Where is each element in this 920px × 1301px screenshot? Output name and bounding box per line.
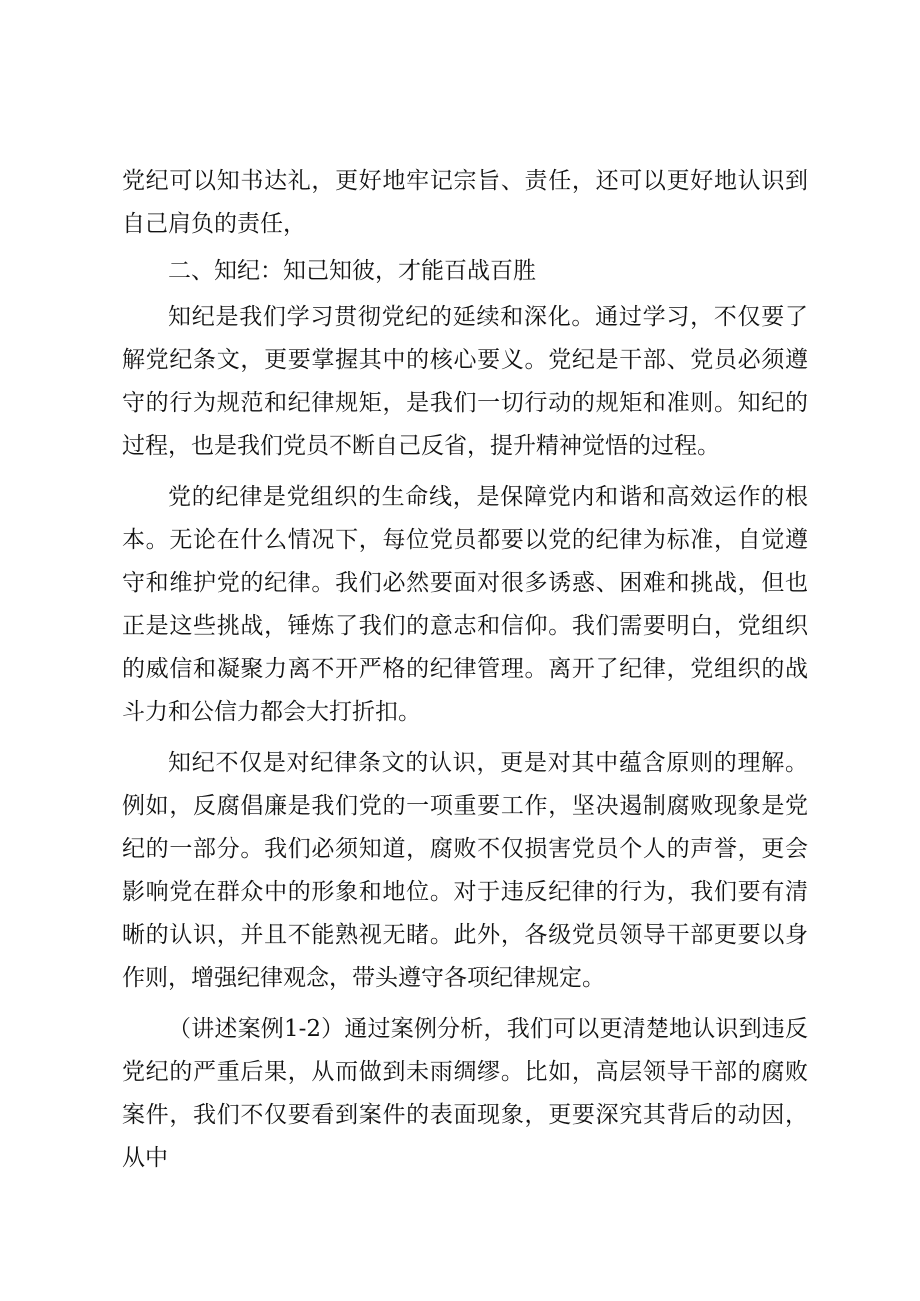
document-body: [122, 160, 808, 1180]
section-heading: 二、知纪：知己知彼，才能百战百胜: [168, 258, 536, 284]
paragraph-anti-corruption: 知纪不仅是对纪律条文的认识，更是对其中蕴含原则的理解。例如，反腐倡廉是我们党的一项重要工作，坚决遏制腐败现象是党纪的一部分。我们必须知道，腐败不仅损害党员个人的声誉，更会影响党在群众中的形象和地位。对于违反纪律的行为，我们要有清晰的认识，并且不能熟视无睹。此外，各级党员领导干部更要以身作则，增强纪律观念，带头遵守各项纪律规定。: [122, 750, 808, 991]
paragraph-case-study: （讲述案例1-2）通过案例分析，我们可以更清楚地认识到违反党纪的严重后果，从而做到未雨绸缪。比如，高层领导干部的腐败案件，我们不仅要看到案件的表面现象，更要深究其背后的动因，从中: [122, 1016, 808, 1171]
paragraph-continued: 党纪可以知书达礼，更好地牢记宗旨、责任，还可以更好地认识到自己肩负的责任，: [122, 168, 808, 237]
paragraph-knowing-discipline: 知纪是我们学习贯彻党纪的延续和深化。通过学习，不仅要了解党纪条文，更要掌握其中的核心要义。党纪是干部、党员必须遵守的行为规范和纪律规矩，是我们一切行动的规矩和准则。知纪的过程，也是我们党员不断自己反省，提升精神觉悟的过程。: [122, 304, 808, 459]
paragraph-party-discipline-lifeline: 党的纪律是党组织的生命线，是保障党内和谐和高效运作的根本。无论在什么情况下，每位党员都要以党的纪律为标准，自觉遵守和维护党的纪律。我们必然要面对很多诱惑、困难和挑战，但也正是这些挑战，锤炼了我们的意志和信仰。我们需要明白，党组织的威信和凝聚力离不开严格的纪律管理。离开了纪律，党组织的战斗力和公信力都会大打折扣。: [122, 484, 808, 725]
